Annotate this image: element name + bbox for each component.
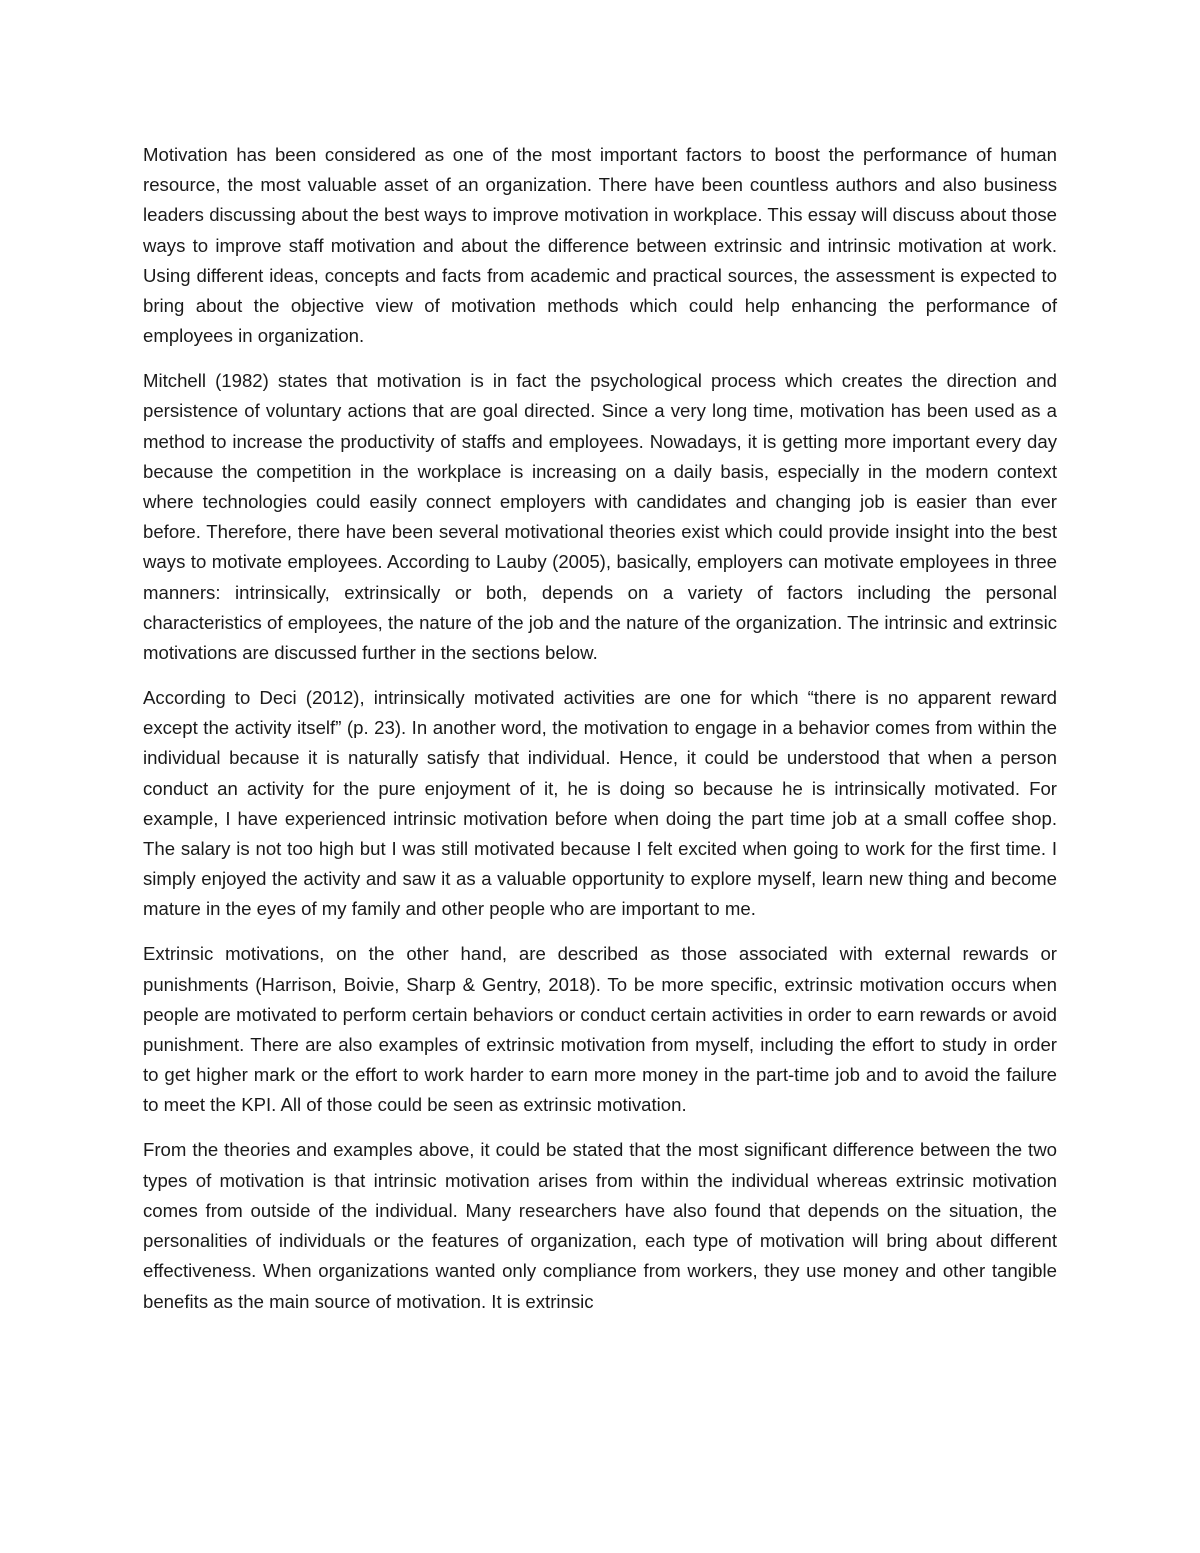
paragraph-4: Extrinsic motivations, on the other hand, are described as those associated with external rewards or punishments (Harrison, Boivie, Sharp & Gentry, 2018). To be more specific, extrinsic motivation occurs when people are motivated to perform certain behaviors or conduct certain activities in order to earn rewards or avoid punishment. There are also examples of extrinsic motivation from myself, including the effort to study in order to get higher mark or the effort to work harder to earn more money in the part-time job and to avoid the failure to meet the KPI. All of those could be seen as extrinsic motivation. (143, 943, 1057, 1116)
paragraph-3: According to Deci (2012), intrinsically motivated activities are one for which “there is no apparent reward except the activity itself” (p. 23). In another word, the motivation to engage in a behavior comes from within the individual because it is naturally satisfy that individual. Hence, it could be understood that when a person conduct an activity for the pure enjoyment of it, he is doing so because he is intrinsically motivated. For example, I have experienced intrinsic motivation before when doing the part time job at a small coffee shop. The salary is not too high but I was still motivated because I felt excited when going to work for the first time. I simply enjoyed the activity and saw it as a valuable opportunity to explore myself, learn new thing and become mature in the eyes of my family and other people who are important to me. (143, 687, 1057, 920)
paragraph-5: From the theories and examples above, it could be stated that the most significant difference between the two types of motivation is that intrinsic motivation arises from within the individual whereas extrinsic motivation comes from outside of the individual. Many researchers have also found that depends on the situation, the personalities of individuals or the features of organization, each type of motivation will bring about different effectiveness. When organizations wanted only compliance from workers, they use money and other tangible benefits as the main source of motivation. It is extrinsic (143, 1139, 1057, 1312)
document-body (143, 140, 1057, 1332)
paragraph-1: Motivation has been considered as one of the most important factors to boost the performance of human resource, the most valuable asset of an organization. There have been countless authors and also business leaders discussing about the best ways to improve motivation in workplace. This essay will discuss about those ways to improve staff motivation and about the difference between extrinsic and intrinsic motivation at work. Using different ideas, concepts and facts from academic and practical sources, the assessment is expected to bring about the objective view of motivation methods which could help enhancing the performance of employees in organization. (143, 144, 1057, 347)
paragraph-2: Mitchell (1982) states that motivation is in fact the psychological process which creates the direction and persistence of voluntary actions that are goal directed. Since a very long time, motivation has been used as a method to increase the productivity of staffs and employees. Nowadays, it is getting more important every day because the competition in the workplace is increasing on a daily basis, especially in the modern context where technologies could easily connect employers with candidates and changing job is easier than ever before. Therefore, there have been several motivational theories exist which could provide insight into the best ways to motivate employees. According to Lauby (2005), basically, employers can motivate employees in three manners: intrinsically, extrinsically or both, depends on a variety of factors including the personal characteristics of employees, the nature of the job and the nature of the organization. The intrinsic and extrinsic motivations are discussed further in the sections below. (143, 370, 1057, 664)
